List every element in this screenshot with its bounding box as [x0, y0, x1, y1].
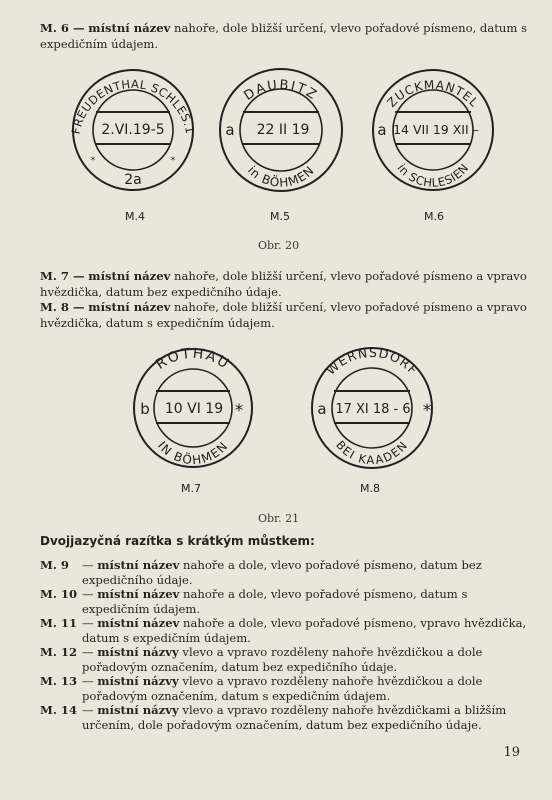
stamp-letter: a	[317, 400, 327, 418]
list-item	[40, 587, 532, 617]
star-icon: *	[422, 401, 432, 421]
star-icon: *	[170, 156, 176, 166]
stamp-date: 22 II 19	[256, 122, 310, 138]
stamp-caption: M.8	[360, 482, 380, 495]
item-text: nahoře, dole bližší určení, vlevo pořadové písmeno a vpravo hvězdička, datum bez expedičního údaje.	[40, 269, 527, 299]
stamp-m8	[312, 345, 432, 495]
stamp-bottom-text: 2a	[124, 172, 142, 188]
item-label: M. 8 —	[40, 300, 85, 314]
item-number: M. 12	[40, 645, 78, 659]
item-bold-text: místní název	[88, 21, 171, 35]
item-bold-text: místní název	[88, 300, 171, 314]
figure-caption: Obr. 20	[258, 239, 300, 252]
figure-21	[0, 340, 552, 510]
item-bold-text: místní název	[88, 269, 171, 283]
stamp-date: 2.VI.19-5	[101, 122, 165, 138]
stamp-m6	[373, 70, 493, 223]
list-item	[40, 674, 532, 704]
stamp-date: 10 VI 19	[164, 401, 224, 417]
stamp-top-text: ROTHAU	[153, 345, 233, 373]
stamp-bottom-text: in SCHLESIEN	[394, 160, 472, 190]
item-text: nahoře, dole bližší určení, vlevo pořadové písmeno a vpravo hvězdička, datum s expedičním údajem.	[40, 300, 527, 330]
stamp-m7	[134, 346, 252, 495]
stamp-top-text: ZUCKMANTEL	[384, 77, 482, 110]
item-number: M. 13	[40, 674, 78, 688]
stamp-m5	[220, 69, 342, 223]
figure-20	[0, 60, 552, 260]
stamp-caption: M.7	[181, 482, 201, 495]
paragraph-m7	[40, 268, 530, 300]
star-icon: *	[234, 401, 244, 421]
item-number: M. 11	[40, 616, 78, 630]
section-heading: Dvojjazyčná razítka s krátkým můstkem:	[40, 534, 315, 548]
list-item	[40, 703, 532, 733]
item-label: M. 6 —	[40, 21, 85, 35]
stamp-m4	[69, 70, 198, 223]
stamp-caption: M.5	[270, 210, 290, 223]
stamp-caption: M.4	[125, 210, 145, 223]
item-text: — místní názvy vlevo a vpravo rozděleny nahoře hvězdičkami a bližším určením, dole pořadovým označením, datum bez expedičního údaje.	[82, 703, 507, 732]
list-item	[40, 616, 532, 646]
stamp-bottom-text: BEI KAADEN	[333, 437, 411, 468]
stamp-date: 14 VII 19 XII –	[393, 122, 479, 137]
figure-caption: Obr. 21	[258, 512, 300, 525]
stamp-bottom-text: IN BÖHMEN	[154, 438, 232, 468]
item-text: — místní názvy vlevo a vpravo rozděleny nahoře hvězdičkou a dole pořadovým označením, datum bez expedičního údaje.	[82, 645, 483, 674]
stamp-letter: a	[225, 121, 235, 139]
item-text: — místní název nahoře a dole, vlevo pořadové písmeno, vpravo hvězdička, datum s expedičním údajem.	[82, 616, 527, 645]
stamp-letter: b	[140, 400, 150, 418]
stamp-bottom-text: in BÖHMEN	[244, 163, 318, 190]
stamp-top-text: WERNSDORF	[322, 344, 422, 378]
list-item	[40, 558, 532, 588]
star-icon: *	[90, 156, 96, 166]
item-label: M. 7 —	[40, 269, 85, 283]
list-item	[40, 645, 532, 675]
stamp-date: 17 XI 18 - 6	[335, 402, 411, 417]
stamp-top-text: FREUDENTHAL SCHLES.1	[68, 76, 198, 136]
item-text: — místní názvy vlevo a vpravo rozděleny nahoře hvězdičkou a dole pořadovým označením, datum s expedičním údajem.	[82, 674, 483, 703]
paragraph-m8	[40, 299, 530, 331]
item-text: — místní název nahoře a dole, vlevo pořadové písmeno, datum s expedičním údajem.	[82, 587, 468, 616]
item-number: M. 14	[40, 703, 78, 717]
stamp-top-text: DAUBITZ	[241, 77, 321, 104]
item-text: nahoře, dole bližší určení, vlevo pořadové písmeno, datum s expedičním údajem.	[40, 21, 528, 51]
item-number: M. 10	[40, 587, 78, 601]
item-text: — místní název nahoře a dole, vlevo pořadové písmeno, datum bez expedičního údaje.	[82, 558, 482, 587]
stamp-letter: a	[377, 121, 387, 139]
stamp-caption: M.6	[424, 210, 444, 223]
item-number: M. 9	[40, 558, 69, 572]
paragraph-m6	[40, 20, 530, 52]
page-number: 19	[503, 745, 520, 760]
